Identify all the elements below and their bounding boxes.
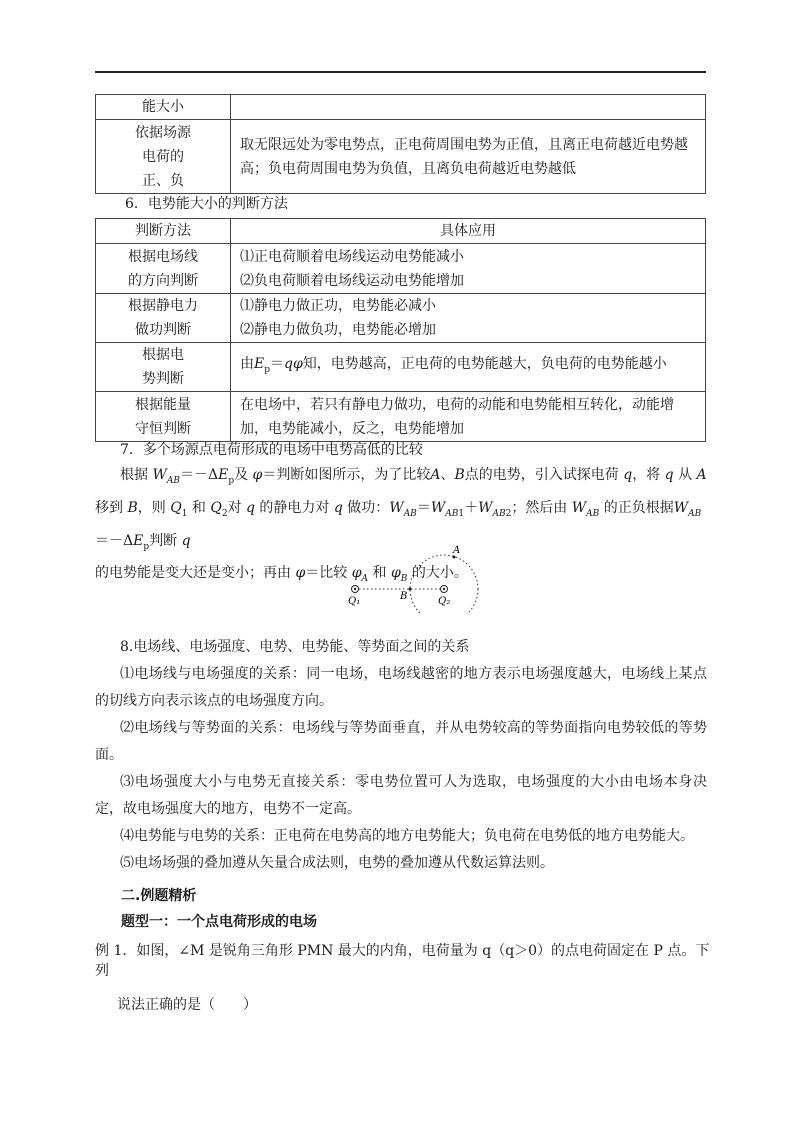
table-cell-content: ⑴静电力做正功，电势能必减小 ⑵静电力做负功，电势能必增加 bbox=[231, 294, 706, 343]
table-cell-label: 依据场源 电荷的 正、负 bbox=[96, 120, 231, 194]
section-8-item-4: ⑷电势能与电势的关系：正电荷在电势高的地方电势能大；负电荷在电势低的地方电势能大。 bbox=[120, 828, 694, 844]
two-charges-figure bbox=[340, 540, 500, 614]
paragraph-line-3: 的电势能是变大还是变小；再由 φ＝比较 $\varphi_A$ 和 $\varphi_B$ 的大小。 bbox=[95, 565, 468, 585]
table-row bbox=[96, 343, 706, 392]
table-row bbox=[96, 294, 706, 343]
table-row bbox=[96, 244, 706, 294]
label-q2: Q₂ bbox=[438, 596, 451, 607]
example-1-line-2: 说法正确的是（ ） bbox=[117, 997, 257, 1013]
formula-phi-2: φ＝ bbox=[295, 565, 320, 582]
part-2-title: 二.例题精析 bbox=[121, 888, 197, 904]
label-b: B bbox=[400, 591, 408, 602]
example-1 bbox=[95, 941, 710, 1015]
table-cell-content bbox=[231, 95, 706, 120]
section-6-heading: 6．电势能大小的判断方法 bbox=[125, 196, 288, 212]
table-row bbox=[96, 95, 706, 120]
table-cell-content: 取无限远处为零电势点，正电荷周围电势为正值，且离正电荷越近电势越高；负电荷周围电势为负值，且离负电荷越近电势越低 bbox=[231, 120, 706, 194]
section-7-heading: 7．多个场源点电荷形成的电场中电势高低的比较 bbox=[120, 442, 423, 458]
table-cell-content: ⑴正电荷顺着电场线运动电势能减小 ⑵负电荷顺着电场线运动电势能增加 bbox=[231, 244, 706, 294]
example-1-line-1: 例 1．如图，∠M 是锐角三角形 PMN 最大的内角，电荷量为 q（q＞0）的点电荷固定在 P 点。下列 bbox=[95, 943, 710, 979]
section-8 bbox=[95, 634, 707, 877]
table-cell-label: 能大小 bbox=[96, 95, 231, 120]
table-header-row bbox=[96, 219, 706, 244]
header-rule bbox=[95, 71, 706, 73]
table-cell-method: 根据电 势判断 bbox=[96, 343, 231, 392]
paragraph-line-2: 移到 B，则 $Q_1$ 和 $Q_2$对 q 的静电力对 q 做功：$W_{AB}=W_{AB1}+W_{AB2}$；然后由 $W_{AB}$ 的正负根据$W_{AB}=-\Delta E_p$判断 q bbox=[95, 499, 702, 552]
charge-q1-dot bbox=[354, 588, 356, 590]
question-type-title: 题型一：一个点电荷形成的电场 bbox=[121, 914, 317, 930]
formula-wab: $W_{AB}=-\Delta E_p$ bbox=[152, 467, 235, 486]
table-cell-content: 由$E_p=q\varphi$知，电势越高，正电荷的电势能越大，负电荷的电势能越小 bbox=[231, 343, 706, 392]
column-header-method: 判断方法 bbox=[96, 219, 231, 244]
column-header-application: 具体应用 bbox=[231, 219, 706, 244]
formula-phi: φ＝ bbox=[252, 467, 277, 483]
section-8-item-5: ⑸电场场强的叠加遵从矢量合成法则，电势的叠加遵从代数运算法则。 bbox=[120, 855, 554, 871]
label-q1: Q₁ bbox=[348, 596, 361, 607]
section-8-item-1: ⑴电场线与电场强度的关系：同一电场，电场线越密的地方表示电场强度越大，电场线上某点的切线方向表示该点的电场强度方向。 bbox=[95, 666, 707, 709]
section-8-item-3: ⑶电场强度大小与电势无直接关系：零电势位置可人为选取，电场强度的大小由电场本身决定，故电场强度大的地方，电势不一定高。 bbox=[95, 774, 707, 817]
formula-work-sum: $W_{AB}=W_{AB1}+W_{AB2}$ bbox=[389, 499, 512, 519]
table-cell-method: 根据能量 守恒判断 bbox=[96, 392, 231, 442]
potential-table-continued bbox=[95, 94, 706, 194]
charge-q2-dot bbox=[443, 588, 445, 590]
formula-ep: $E_p=q\varphi$ bbox=[254, 356, 303, 375]
point-b-marker bbox=[409, 588, 412, 591]
section-8-item-2: ⑵电场线与等势面的关系：电场线与等势面垂直，并从电势较高的等势面指向电势较低的等势面。 bbox=[95, 720, 707, 763]
table-row bbox=[96, 120, 706, 194]
table-row bbox=[96, 392, 706, 442]
section-8-heading: 8.电场线、电场强度、电势、电势能、等势面之间的关系 bbox=[120, 639, 470, 655]
table-cell-method: 根据电场线 的方向判断 bbox=[96, 244, 231, 294]
table-cell-content: 在电场中，若只有静电力做功，电荷的动能和电势能相互转化，动能增加，电势能减小，反之，电势能增加 bbox=[231, 392, 706, 442]
paragraph-line-1: 根据 $W_{AB}=-\Delta E_p$及 φ＝判断如图所示，为了比较A、B点的电势，引入试探电荷 q，将 q 从 A bbox=[120, 467, 707, 486]
table-cell-method: 根据静电力 做功判断 bbox=[96, 294, 231, 343]
label-a: A bbox=[453, 545, 461, 556]
potential-energy-judgment-table bbox=[95, 218, 706, 442]
